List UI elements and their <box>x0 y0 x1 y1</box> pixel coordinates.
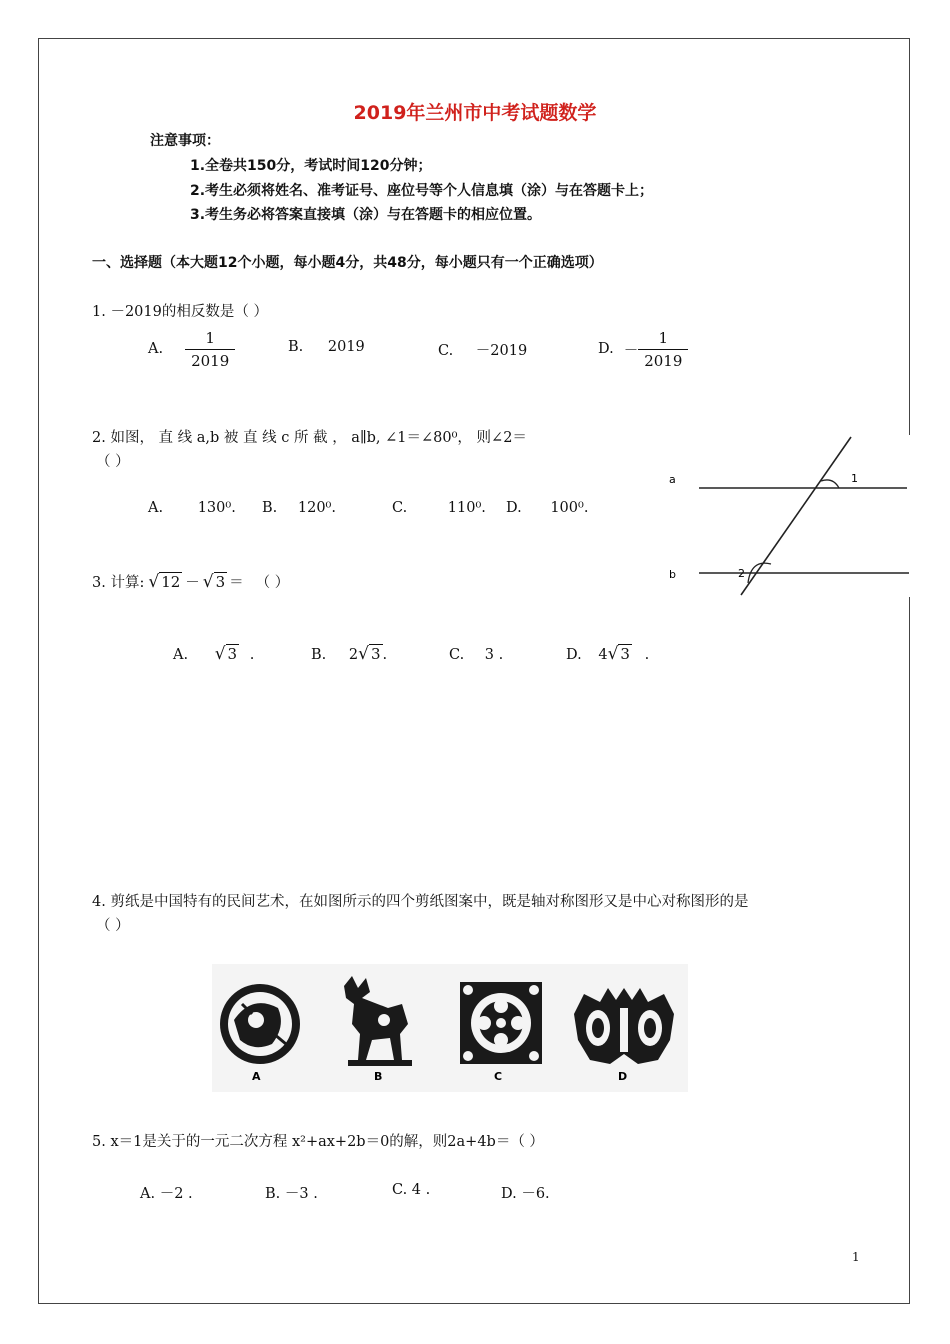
q5-option-a: A. －2 . <box>140 1186 193 1202</box>
q3-blank: （ ） <box>255 575 290 591</box>
q1-option-d <box>598 324 688 374</box>
label-b: b <box>669 568 676 581</box>
papercut-a-icon <box>220 984 300 1064</box>
q3-a-sqrt: √ 3 <box>214 644 238 664</box>
label-angle-2: 2 <box>738 567 745 580</box>
q3-d-sqrt: √ 3 <box>607 644 630 664</box>
q5-option-d: D. －6. <box>501 1186 550 1202</box>
q2-b-value: 120⁰. <box>297 500 336 516</box>
q1-stem: 1. －2019的相反数是（ ） <box>92 304 268 320</box>
q2-stem-line1: 2. 如图， 直 线 a,b 被 直 线 c 所 截 ， a∥b, ∠1＝∠80⁰， 则∠2＝ <box>92 430 527 446</box>
q1-a-label: A. <box>148 341 164 357</box>
q2-a-label: A. <box>148 500 164 516</box>
q3-b-radicand: 3 <box>370 645 381 663</box>
q1-a-fraction <box>185 329 235 370</box>
q3-b-end: . <box>382 647 388 663</box>
q3-b-label: B. <box>311 647 327 663</box>
q3-b-coef: 2 <box>348 647 359 663</box>
q2-option-d <box>506 500 588 516</box>
q2-option-a <box>148 500 236 516</box>
q3-option-a <box>173 644 254 664</box>
papercut-label-a: A <box>252 1070 261 1083</box>
q1-d-numerator: 1 <box>658 328 669 347</box>
section1-heading: 一、选择题（本大题12个小题，每小题4分，共48分，每小题只有一个正确选项） <box>92 255 603 271</box>
note-item-3: 3.考生务必将答案直接填（涂）与在答题卡的相应位置。 <box>190 207 542 223</box>
q1-b-label: B. <box>288 339 304 355</box>
papercut-c-icon <box>460 982 542 1064</box>
q3-stem <box>92 560 289 592</box>
q3-sqrt-12: √ 12 <box>148 572 181 592</box>
q3-a-radicand: 3 <box>227 645 238 663</box>
q3-d-radicand: 3 <box>620 645 630 663</box>
note-item-2: 2.考生必须将姓名、准考证号、座位号等个人信息填（涂）与在答题卡上； <box>190 183 654 199</box>
q1-a-numerator: 1 <box>205 328 215 347</box>
q5-stem: 5. x＝1是关于的一元二次方程 x²+ax+2b＝0的解，则2a+4b＝（ ） <box>92 1134 544 1150</box>
papercut-d-icon <box>574 988 674 1064</box>
q4-figure <box>212 964 688 1092</box>
q5-option-c: C. 4 . <box>392 1182 431 1198</box>
q3-sqrt-3: √ 3 <box>202 572 226 592</box>
q2-b-label: B. <box>262 500 278 516</box>
q2-option-b <box>262 500 336 516</box>
page-title: 2019年兰州市中考试题数学 <box>353 102 597 124</box>
q1-c-value: －2019 <box>475 343 528 359</box>
q3-radicand-3: 3 <box>215 573 226 591</box>
q3-c-label: C. <box>449 647 465 663</box>
q3-option-c <box>449 647 503 663</box>
label-angle-1: 1 <box>851 472 858 485</box>
label-a: a <box>669 473 676 486</box>
q4-stem-line2: （ ） <box>96 918 130 934</box>
notes-heading: 注意事项： <box>150 133 220 149</box>
q3-stem-prefix: 3. 计算: <box>92 575 145 591</box>
q3-a-label: A. <box>173 647 189 663</box>
q3-d-coef: 4 <box>598 647 608 663</box>
q2-figure <box>655 435 923 597</box>
q5-option-b: B. －3 . <box>265 1186 318 1202</box>
q2-c-value: 110⁰. <box>447 500 486 516</box>
q1-d-sign: － <box>623 342 639 359</box>
q1-d-denominator: 2019 <box>638 349 688 370</box>
note-item-1: 1.全卷共150分，考试时间120分钟； <box>190 158 432 174</box>
q3-equals: ＝ <box>229 575 244 591</box>
q1-d-label: D. <box>598 341 614 357</box>
q3-option-d <box>566 644 649 664</box>
q1-option-b <box>288 339 365 355</box>
q2-d-value: 100⁰. <box>550 500 589 516</box>
q2-c-label: C. <box>392 500 408 516</box>
page-number: 1 <box>852 1250 860 1264</box>
q1-d-fraction <box>638 329 688 370</box>
q4-stem-line1: 4. 剪纸是中国特有的民间艺术，在如图所示的四个剪纸图案中，既是轴对称图形又是中心对称图形的是 <box>92 894 749 910</box>
q1-a-denominator: 2019 <box>185 349 235 370</box>
q2-stem-line2: （ ） <box>96 454 130 470</box>
q3-d-end: . <box>644 647 650 663</box>
papercut-label-c: C <box>494 1070 503 1083</box>
q3-a-end: . <box>249 647 255 663</box>
q3-c-value: 3 . <box>484 647 504 663</box>
q3-option-b <box>311 644 387 664</box>
q1-c-label: C. <box>438 343 454 359</box>
q3-d-label: D. <box>566 647 582 663</box>
q2-d-label: D. <box>506 500 522 516</box>
q1-b-value: 2019 <box>327 339 365 355</box>
q3-minus: － <box>185 575 200 591</box>
papercut-label-d: D <box>618 1070 628 1083</box>
page-border <box>38 38 910 1304</box>
papercut-label-b: B <box>374 1070 383 1083</box>
q3-radicand-12: 12 <box>161 573 181 591</box>
q3-b-sqrt: √ 3 <box>358 644 381 664</box>
q2-a-value: 130⁰. <box>197 500 236 516</box>
q1-option-c <box>438 339 527 360</box>
q1-option-a <box>148 324 235 374</box>
q2-option-c <box>392 500 486 516</box>
